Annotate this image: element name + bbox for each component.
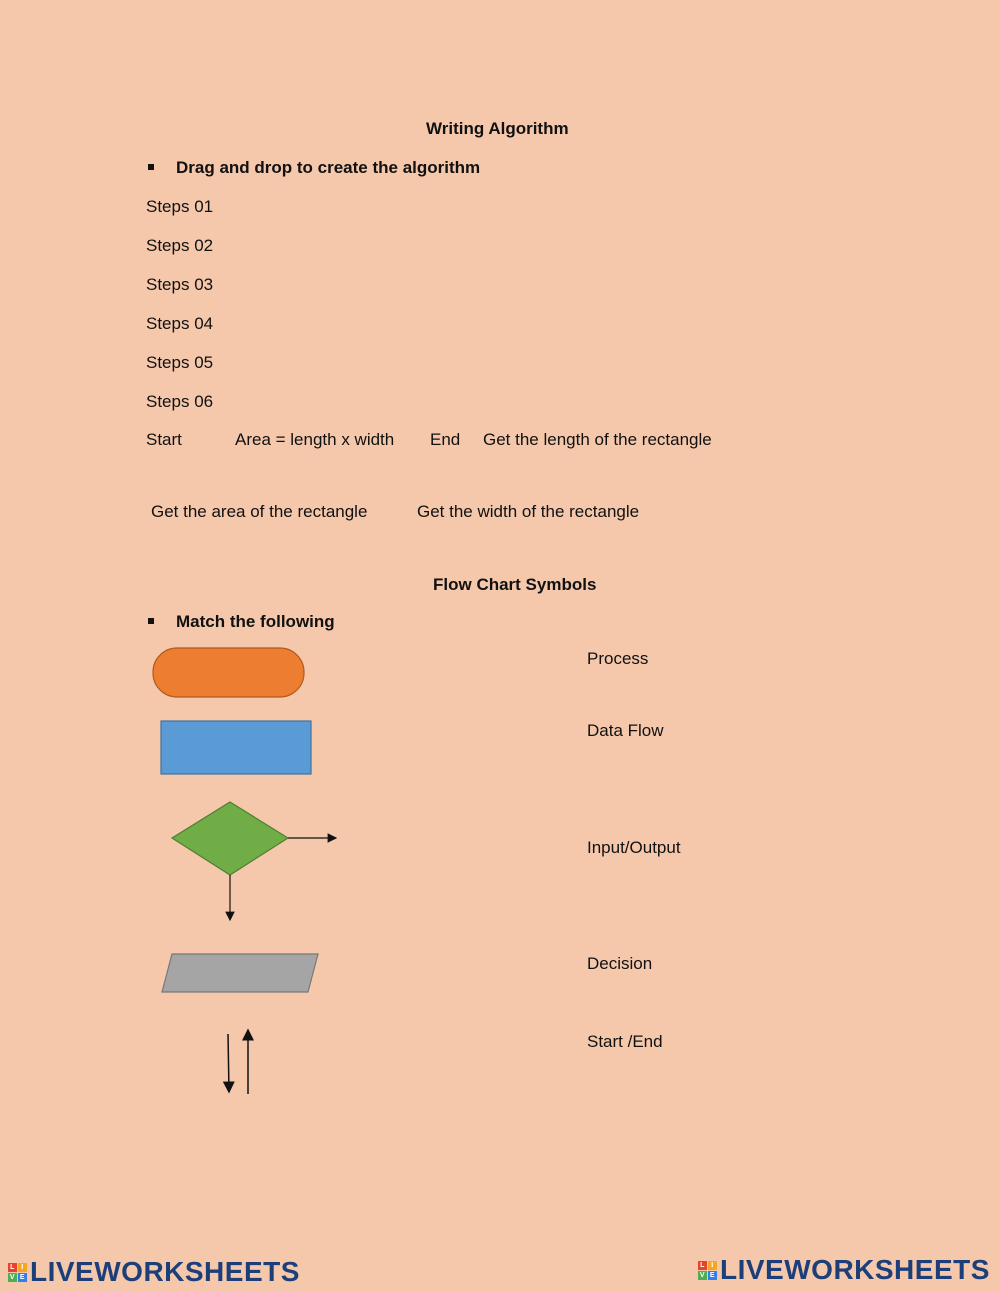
drag-option-area-formula[interactable]: Area = length x width [235,430,395,449]
decision-symbol[interactable] [168,798,348,928]
flowchart-instruction [148,612,335,632]
logo-badge-icon: L I V E [9,1263,26,1281]
drag-option-get-width[interactable]: Get the width of the rectangle [417,502,640,521]
drag-option-get-length[interactable]: Get the length of the rectangle [483,430,712,449]
step-label: Steps 05 [146,353,214,372]
step-label: Steps 04 [146,314,214,333]
input-output-symbol[interactable] [158,950,323,998]
match-label-start-end[interactable]: Start /End [587,1032,663,1051]
bullet-icon [148,618,154,624]
step-label: Steps 02 [146,236,214,255]
match-label-decision[interactable]: Decision [587,954,653,973]
drag-option-start[interactable]: Start [146,430,182,449]
flowchart-instruction-text: Match the following [176,612,335,631]
terminator-symbol[interactable] [150,645,310,701]
logo-badge-icon: L I V E [699,1261,716,1279]
algorithm-instruction [148,158,480,178]
match-label-input-output[interactable]: Input/Output [587,838,681,857]
match-label-process[interactable]: Process [587,649,649,668]
logo-text: LIVEWORKSHEETS [30,1256,300,1287]
algorithm-title: Writing Algorithm [426,119,569,138]
liveworksheets-logo-left [8,1256,300,1288]
data-flow-symbol[interactable] [215,1022,260,1100]
liveworksheets-logo-right [698,1254,990,1286]
drag-option-end[interactable]: End [430,430,461,449]
algorithm-instruction-text: Drag and drop to create the algorithm [176,158,481,177]
step-label: Steps 01 [146,197,214,216]
process-symbol[interactable] [158,718,316,778]
step-label: Steps 06 [146,392,214,411]
match-label-data-flow[interactable]: Data Flow [587,721,664,740]
bullet-icon [148,164,154,170]
step-label: Steps 03 [146,275,214,294]
drag-option-get-area[interactable]: Get the area of the rectangle [151,502,368,521]
flowchart-title: Flow Chart Symbols [433,575,597,594]
logo-text: LIVEWORKSHEETS [720,1254,990,1285]
